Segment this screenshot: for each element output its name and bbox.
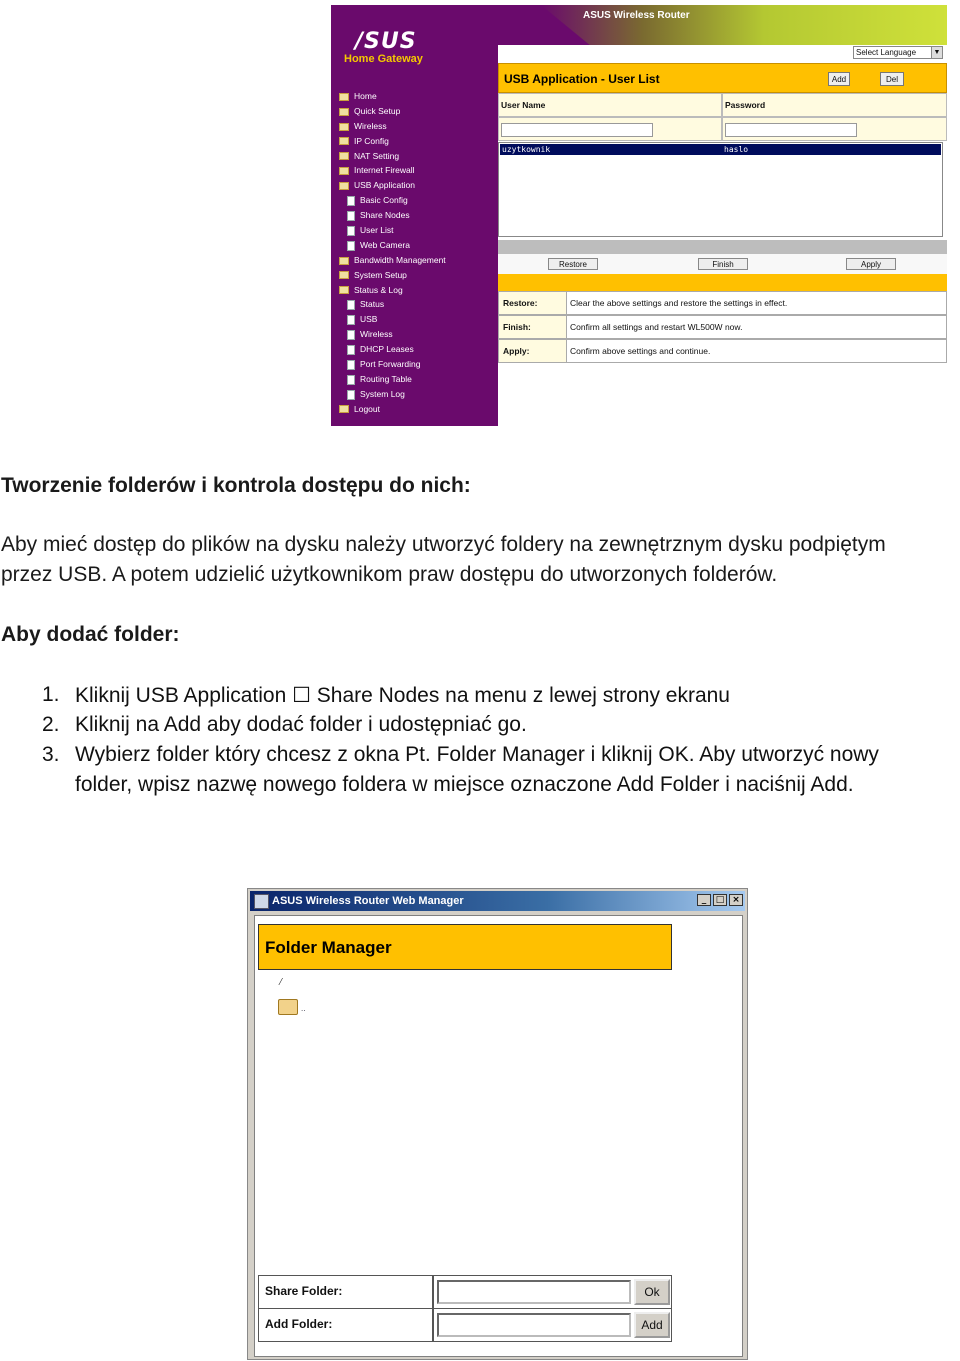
apply-help-key: Apply: <box>499 340 567 362</box>
section-header <box>498 63 947 93</box>
doc-paragraph-line2: przez USB. A potem udzielić użytkownikom praw dostępu do utworzonych folderów. <box>1 563 778 586</box>
menu-item[interactable] <box>339 91 446 106</box>
menu-item[interactable] <box>339 240 446 255</box>
folder-icon <box>339 257 349 265</box>
menu-item-label: User List <box>360 225 394 236</box>
step-text: Wybierz folder który chcesz z okna Pt. Folder Manager i kliknij OK. Aby utworzyć nowy <box>75 743 879 766</box>
router-window-title: ASUS Wireless Router <box>583 10 690 21</box>
finish-help-key: Finish: <box>499 316 567 338</box>
finish-help-text: Confirm all settings and restart WL500W now. <box>570 322 743 332</box>
menu-item[interactable] <box>339 180 446 195</box>
password-input-cell <box>722 117 947 141</box>
menu-item-label: Home <box>354 91 377 101</box>
maximize-icon[interactable]: □ <box>713 894 727 906</box>
page-icon <box>347 375 355 385</box>
share-folder-input[interactable] <box>437 1280 631 1304</box>
folder-icon <box>339 271 349 279</box>
divider-bar <box>498 240 947 254</box>
menu-item-label: Quick Setup <box>354 105 401 116</box>
folder-icon <box>339 123 349 131</box>
window-client-area <box>254 915 743 1357</box>
doc-paragraph-line1: Aby mieć dostęp do plików na dysku należy utworzyć foldery na zewnętrznym dysku podpiętym <box>1 533 886 556</box>
menu-item-label: USB <box>360 314 378 325</box>
folder-icon <box>339 286 349 294</box>
menu-item[interactable] <box>339 165 446 180</box>
chevron-down-icon[interactable]: ▼ <box>931 47 942 58</box>
folder-manager-title: Folder Manager <box>265 938 392 957</box>
password-input[interactable] <box>725 123 857 137</box>
page-icon <box>347 211 355 221</box>
menu-item[interactable] <box>339 106 446 121</box>
menu-item[interactable] <box>339 314 446 329</box>
menu-item[interactable] <box>339 344 446 359</box>
menu-item[interactable] <box>339 151 446 166</box>
menu-item[interactable] <box>339 225 446 240</box>
step-number: 2. <box>42 713 60 736</box>
add-button[interactable]: Add <box>828 72 850 86</box>
menu-item-label: Internet Firewall <box>354 165 415 176</box>
restore-help-text: Clear the above settings and restore the settings in effect. <box>570 298 788 308</box>
folder-icon <box>339 108 349 116</box>
router-screenshot <box>331 5 947 426</box>
minimize-icon[interactable]: _ <box>697 894 711 906</box>
finish-button[interactable]: Finish <box>698 258 748 270</box>
menu-item[interactable] <box>339 299 446 314</box>
menu-item-label: DHCP Leases <box>360 344 414 355</box>
home-gateway-label: Home Gateway <box>344 53 423 65</box>
language-select-value: Select Language <box>856 48 917 57</box>
add-folder-label: Add Folder: <box>259 1309 434 1341</box>
folder-icon <box>339 137 349 145</box>
restore-help-row <box>498 291 947 315</box>
user-list-password: haslo <box>724 145 749 154</box>
user-list[interactable] <box>498 142 943 237</box>
doc-heading: Tworzenie folderów i kontrola dostępu do nich: <box>1 474 471 497</box>
page-icon <box>347 241 355 251</box>
menu-item-label: System Log <box>360 388 405 399</box>
menu-item[interactable] <box>339 195 446 210</box>
menu-item[interactable] <box>339 374 446 389</box>
menu-item-label: Basic Config <box>360 195 408 206</box>
menu-item[interactable] <box>339 359 446 374</box>
yellow-divider <box>498 274 947 291</box>
menu-item[interactable] <box>339 389 446 404</box>
page-icon <box>347 330 355 340</box>
menu-item-label: Logout <box>354 403 380 414</box>
share-folder-row <box>258 1275 672 1309</box>
user-input-cell <box>498 117 722 141</box>
menu-item-label: Wireless <box>354 120 387 131</box>
menu-item-label: Routing Table <box>360 373 412 384</box>
page-icon <box>347 315 355 325</box>
del-button[interactable]: Del <box>880 72 904 86</box>
user-list-row[interactable] <box>500 144 941 155</box>
menu-item[interactable] <box>339 270 446 285</box>
menu-item-label: Status <box>360 299 385 310</box>
router-main-panel <box>498 60 947 426</box>
step-text: Kliknij USB Application ☐ Share Nodes na menu z lewej strony ekranu <box>75 684 730 707</box>
menu-item-label: Bandwidth Management <box>354 254 446 265</box>
window-titlebar[interactable] <box>250 891 745 911</box>
menu-item-label: IP Config <box>354 135 389 146</box>
menu-item-label: USB Application <box>354 180 415 191</box>
ok-button[interactable]: Ok <box>634 1279 670 1305</box>
doc-subheading: Aby dodać folder: <box>1 623 180 646</box>
menu-item-label: System Setup <box>354 269 407 280</box>
user-name-input[interactable] <box>501 123 653 137</box>
menu-item[interactable] <box>339 210 446 225</box>
folder-icon <box>339 167 349 175</box>
add-folder-button[interactable]: Add <box>634 1312 670 1338</box>
window-title: ASUS Wireless Router Web Manager <box>272 895 464 907</box>
menu-item-label: Status & Log <box>354 284 403 295</box>
router-menu <box>339 91 446 419</box>
page-icon <box>347 300 355 310</box>
parent-folder-link[interactable]: .. <box>301 1004 306 1013</box>
menu-item-label: Wireless <box>360 329 393 340</box>
menu-item-label: NAT Setting <box>354 150 400 161</box>
folder-icon[interactable] <box>278 999 298 1015</box>
menu-item[interactable] <box>339 136 446 151</box>
menu-item[interactable] <box>339 255 446 270</box>
restore-button[interactable]: Restore <box>548 258 598 270</box>
user-list-username: uzytkownik <box>502 145 551 154</box>
router-sidebar <box>331 5 498 426</box>
page-icon <box>347 345 355 355</box>
app-icon <box>254 894 269 909</box>
col-user-name: User Name <box>498 93 722 117</box>
menu-item-label: Port Forwarding <box>360 359 421 370</box>
step-text-continued: folder, wpisz nazwę nowego foldera w miejsce oznaczone Add Folder i naciśnij Add. <box>75 773 854 796</box>
add-folder-row <box>258 1308 672 1342</box>
menu-item[interactable] <box>339 329 446 344</box>
finish-help-row <box>498 315 947 339</box>
action-buttons <box>498 254 947 274</box>
folder-manager-header <box>258 924 672 970</box>
language-select[interactable] <box>853 46 943 59</box>
step-number: 1. <box>42 683 60 706</box>
folder-icon <box>339 152 349 160</box>
apply-help-text: Confirm above settings and continue. <box>570 346 711 356</box>
page-icon <box>347 360 355 370</box>
col-password: Password <box>722 93 947 117</box>
page-icon <box>347 196 355 206</box>
menu-item[interactable] <box>339 121 446 136</box>
restore-help-key: Restore: <box>499 292 567 314</box>
close-icon[interactable]: × <box>729 894 743 906</box>
step-text: Kliknij na Add aby dodać folder i udostępniać go. <box>75 713 527 736</box>
folder-icon <box>339 93 349 101</box>
folder-icon <box>339 405 349 413</box>
folder-icon <box>339 182 349 190</box>
step-number: 3. <box>42 743 60 766</box>
add-folder-input[interactable] <box>437 1313 631 1337</box>
share-folder-label: Share Folder: <box>259 1276 434 1308</box>
apply-help-row <box>498 339 947 363</box>
menu-item[interactable] <box>339 285 446 300</box>
section-title: USB Application - User List <box>504 72 660 86</box>
root-path[interactable]: / <box>279 976 283 988</box>
page-icon <box>347 226 355 236</box>
page-icon <box>347 390 355 400</box>
menu-item-label: Share Nodes <box>360 210 410 221</box>
menu-item[interactable] <box>339 404 446 419</box>
menu-item-label: Web Camera <box>360 239 410 250</box>
asus-logo: /SUS <box>355 29 417 54</box>
apply-button[interactable]: Apply <box>846 258 896 270</box>
folder-manager-window <box>247 888 748 1360</box>
